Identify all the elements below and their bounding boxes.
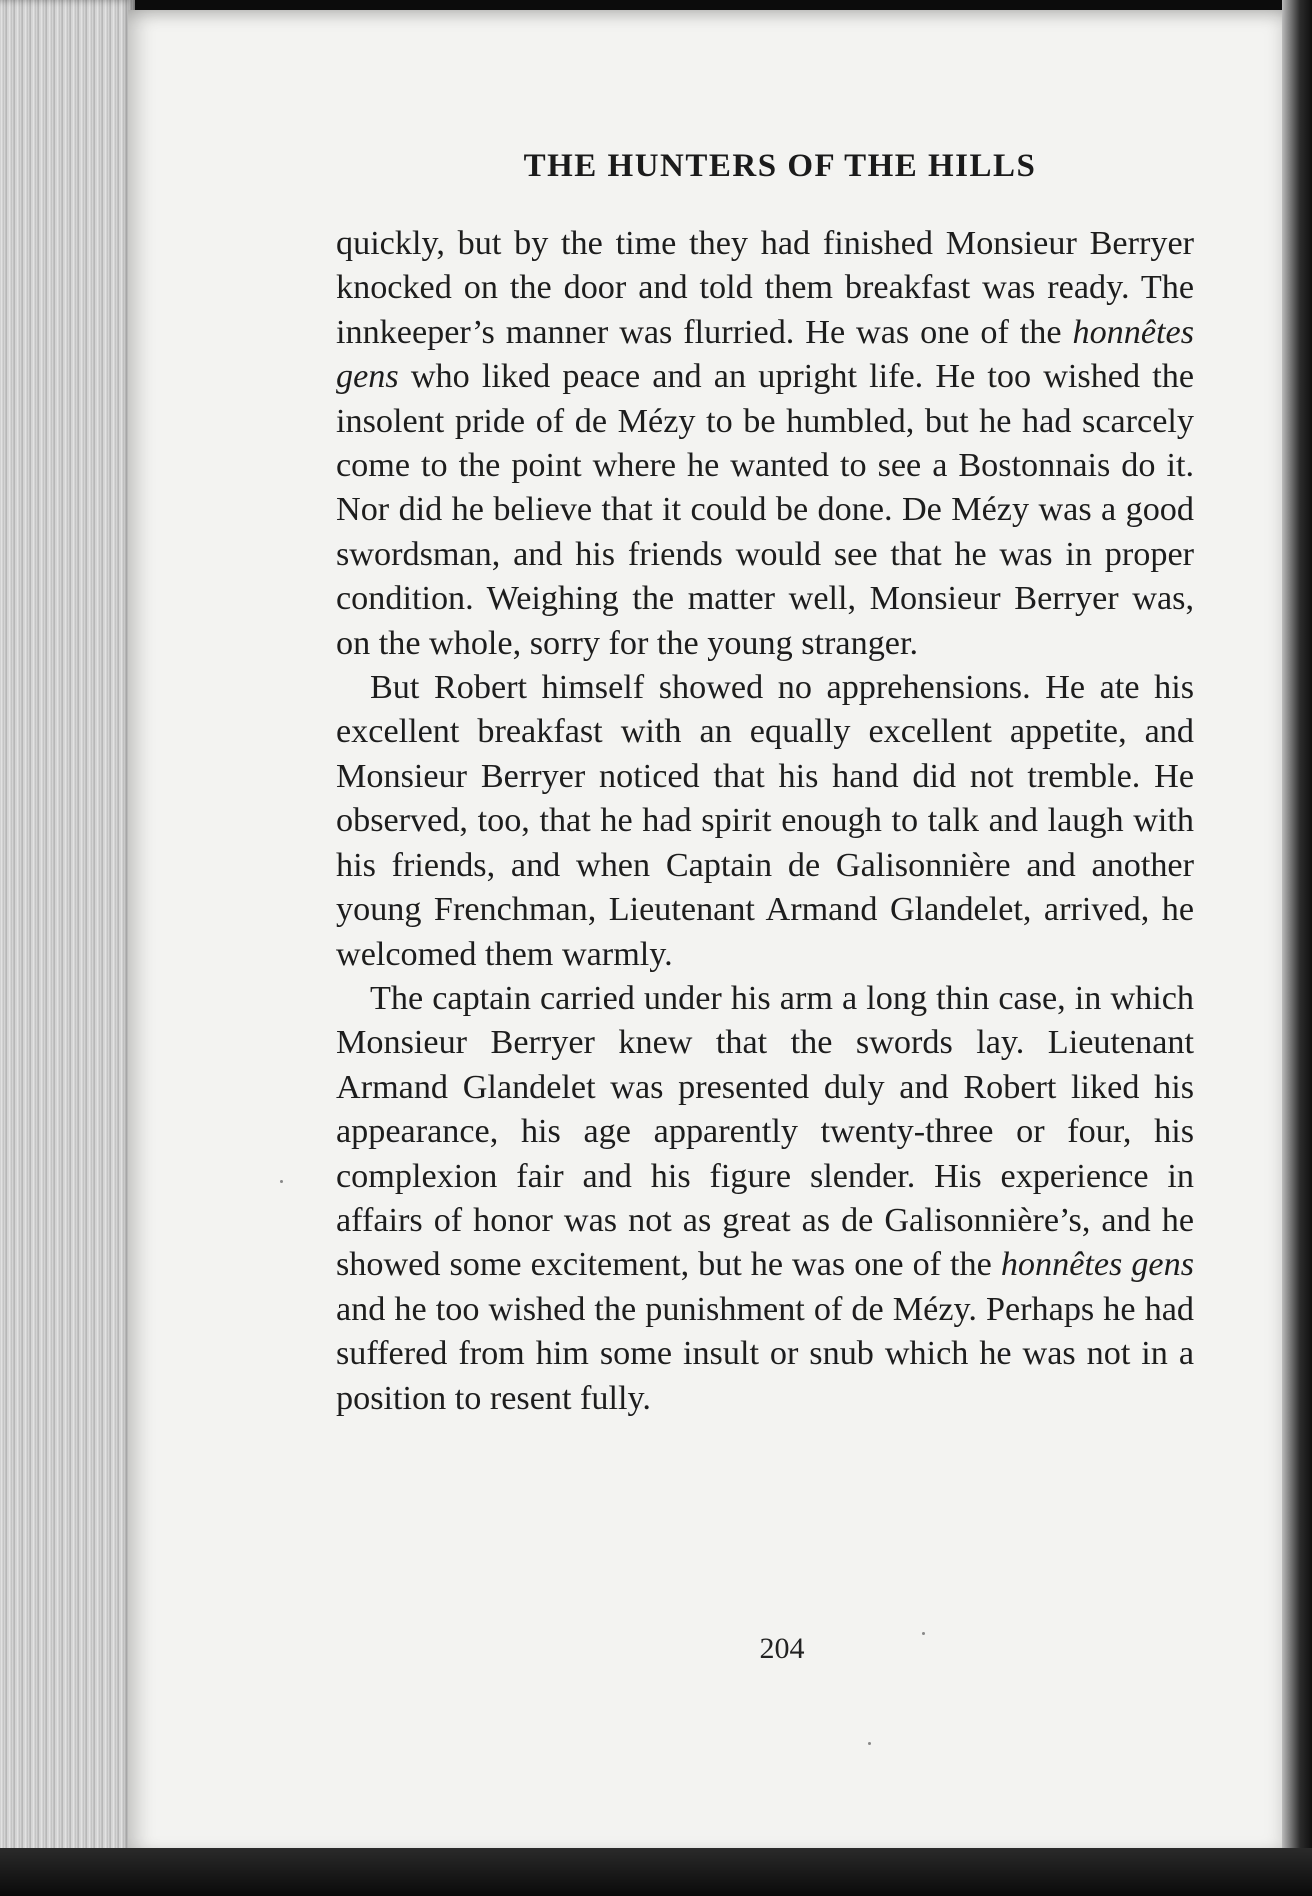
page-number: 204 (759, 1632, 805, 1665)
paragraph-text: But Robert himself showed no apprehensions. He ate his excellent breakfast with an equally excellent appetite, and Monsieur Berryer noticed that his hand did not tremble. He observed, too, that he had spirit enough to talk and laugh with his friends, and when Captain de Galisonnière and another young Frenchman, Lieutenant Armand Glandelet, arrived, he welcomed them warmly. (336, 669, 1194, 973)
paragraph-text: quickly, but by the time they had finished Monsieur Berryer knocked on the door and told them breakfast was ready. The innkeeper’s manner was flurried. He was one of the (336, 225, 1194, 351)
paragraph-text: who liked peace and an upright life. He too wished the insolent pride of de Mézy to be humbled, but he had scarcely come to the point where he wanted to see a Bostonnais do it. Nor did he believe that it could be done. De Mézy was a good swordsman, and his friends would see that he was in proper condition. Weighing the matter well, Monsieur Berryer was, on the whole, sorry for the young stranger. (336, 358, 1194, 662)
running-head: THE HUNTERS OF THE HILLS (523, 148, 1037, 184)
italic-phrase: honnêtes gens (1000, 1246, 1194, 1284)
paragraph-text: The captain carried under his arm a long thin case, in which Monsieur Berryer knew that the swords lay. Lieutenant Armand Glandelet was presented duly and Robert liked his appearance, his age apparently twenty-three or four, his complexion fair and his figure slender. His experience in affairs of honor was not as great as de Galisonnière’s, and he showed some excitement, but he was one of the (336, 979, 1194, 1284)
paper-speck (922, 1632, 925, 1635)
italic-phrase: honnêtes gens (336, 313, 1194, 396)
paper-speck (868, 1742, 871, 1745)
body-text (336, 222, 1194, 1421)
book-gutter-shadow (1282, 0, 1312, 1896)
scan-bottom-border (0, 1848, 1312, 1896)
paragraph (336, 666, 1194, 977)
paragraph-text: and he too wished the punishment of de Mézy. Perhaps he had suffered from him some insult or snub which he was not in a position to resent fully. (336, 1290, 1194, 1417)
paragraph (336, 977, 1194, 1421)
paper-speck (280, 1180, 283, 1183)
book-page-edges (0, 0, 135, 1860)
paragraph (336, 222, 1194, 666)
